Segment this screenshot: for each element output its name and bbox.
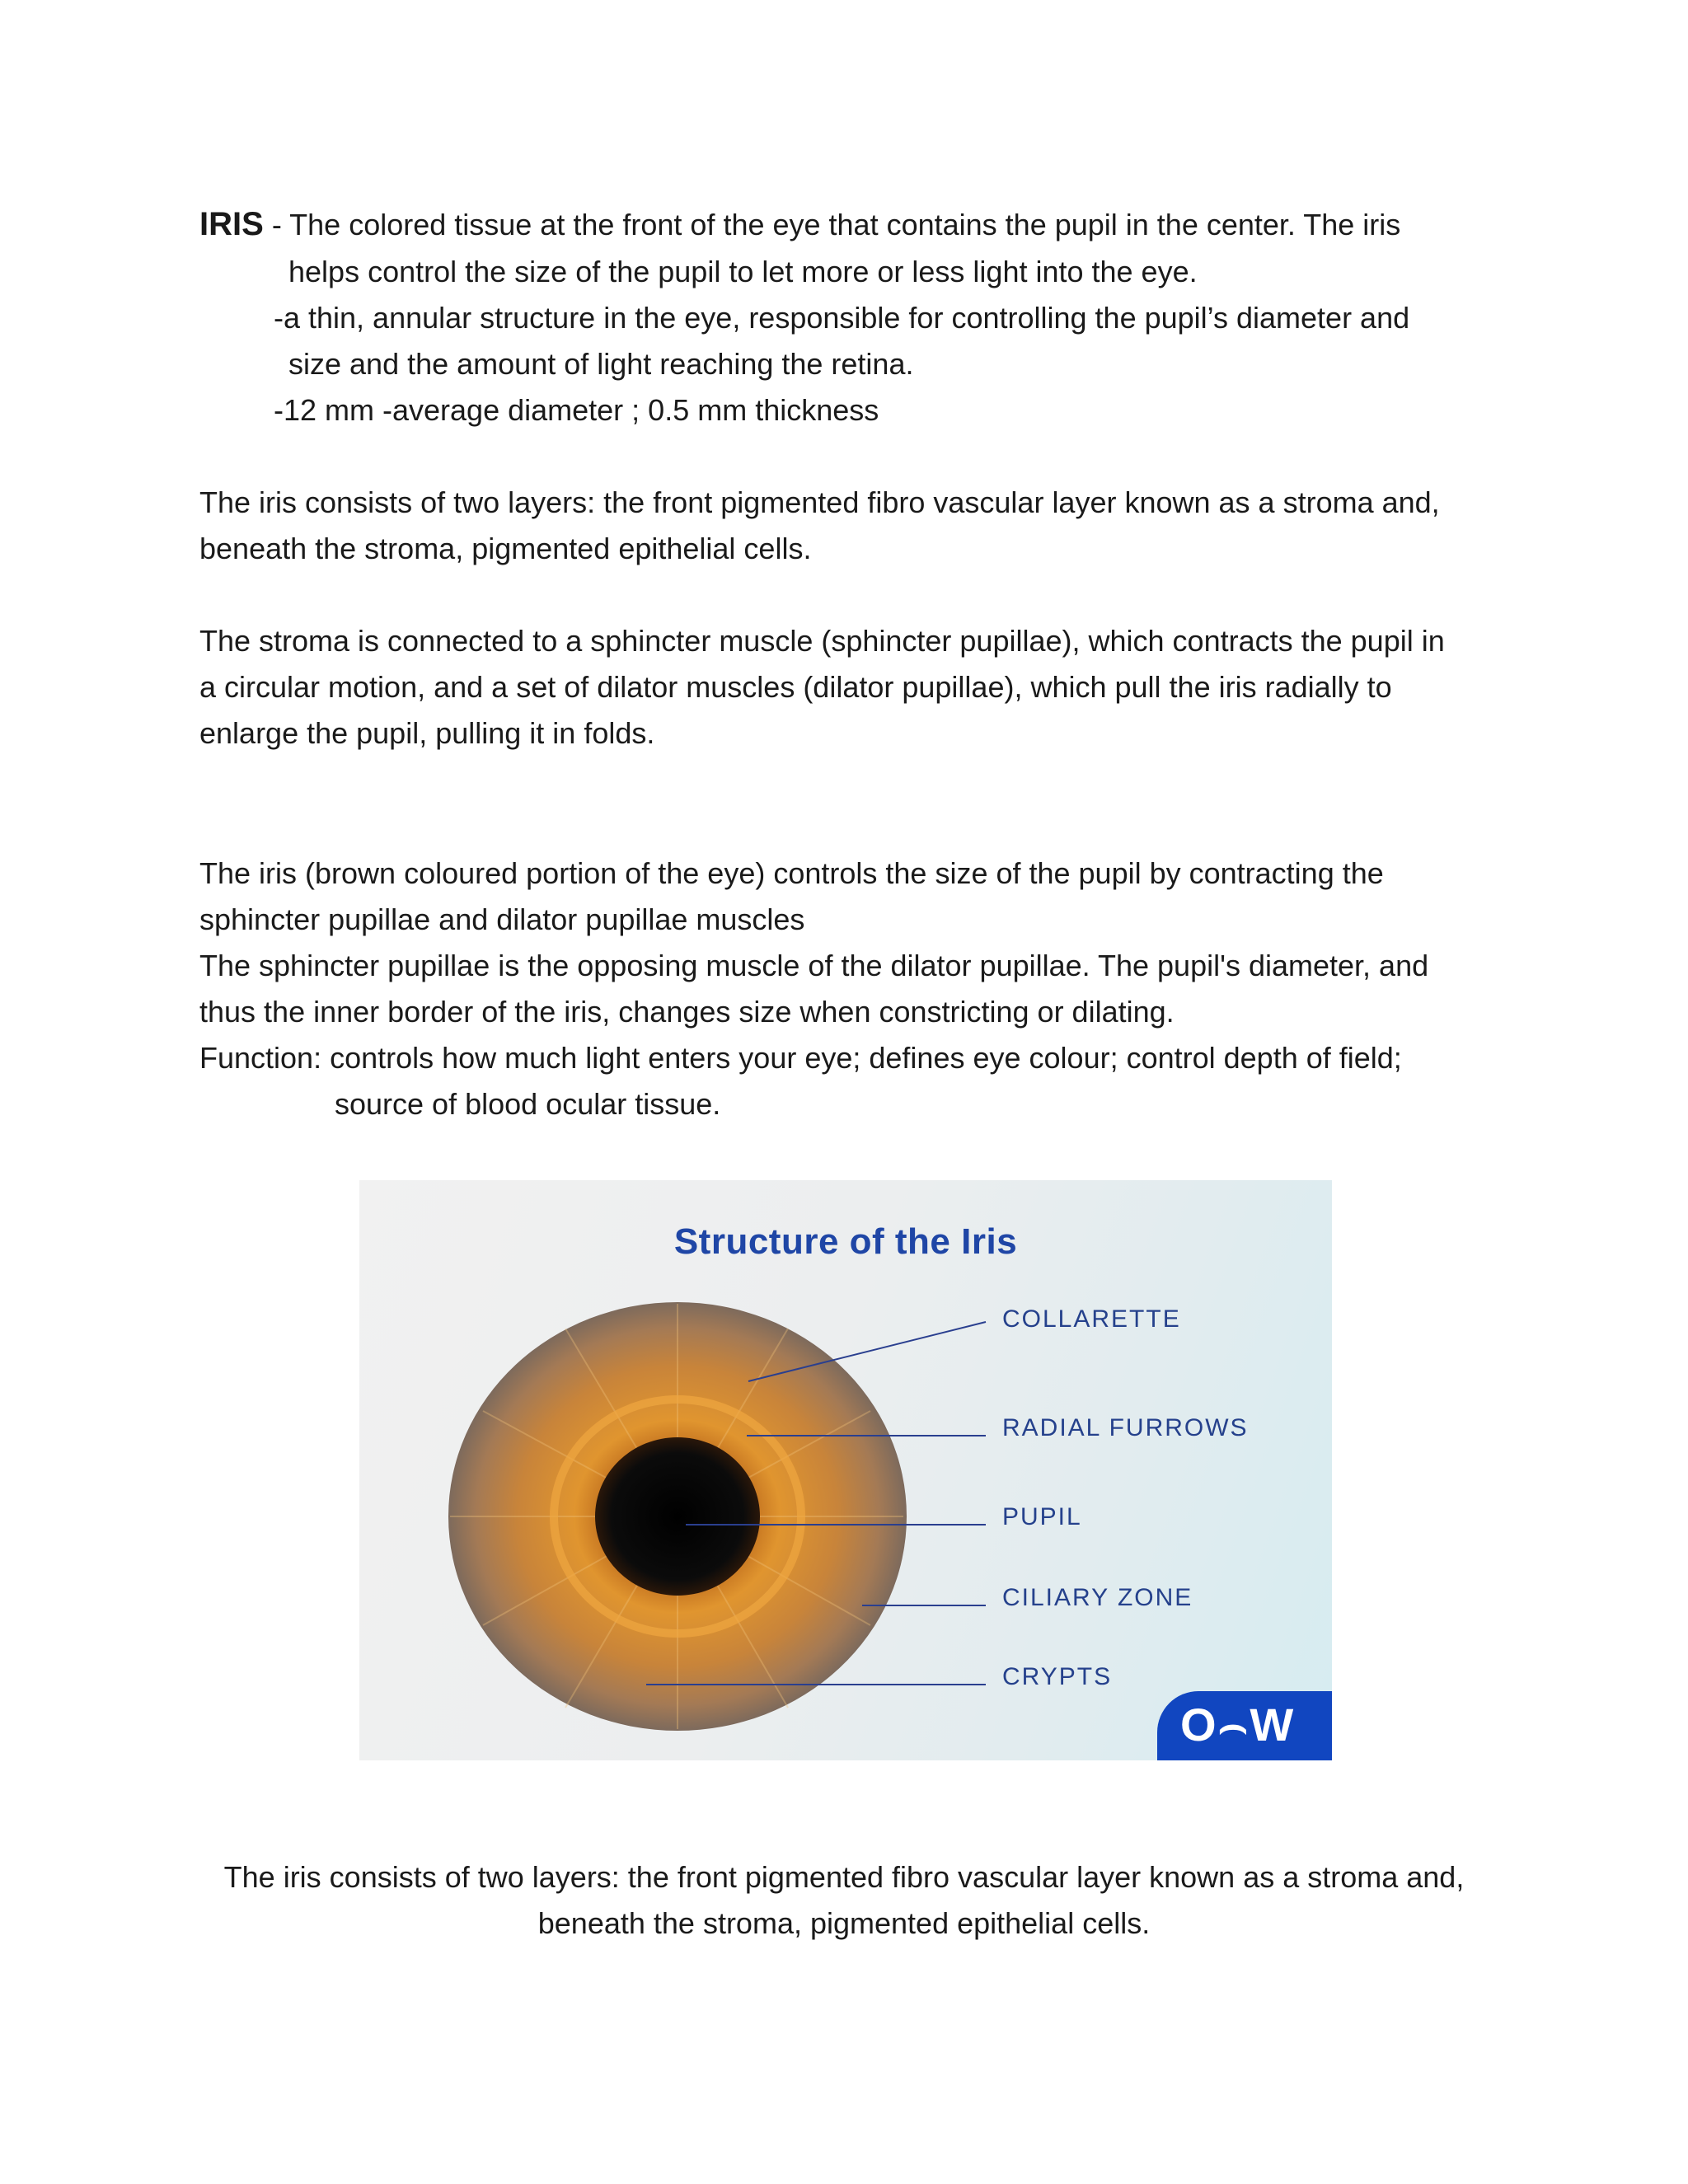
brand-logo [1157,1691,1332,1760]
iris-illustration [359,1180,1332,1760]
control-line-6: source of blood ocular tissue. [335,1087,721,1121]
layers-line-2: beneath the stroma, pigmented epithelial cells. [199,532,812,565]
label-pupil: PUPIL [1002,1503,1082,1530]
pupil-shape [595,1437,760,1596]
figure-title: Structure of the Iris [673,1221,1018,1262]
definition-line-5: -12 mm -average diameter ; 0.5 mm thickness [274,393,879,427]
control-line-3: The sphincter pupillae is the opposing muscle of the dilator pupillae. The pupil's diameter, and [199,949,1429,982]
control-line-2: sphincter pupillae and dilator pupillae muscles [199,902,805,936]
layers-line-1: The iris consists of two layers: the front pigmented fibro vascular layer known as a stroma and, [199,485,1440,519]
definition-term: IRIS [199,206,264,242]
definition-text-1: - The colored tissue at the front of the eye that contains the pupil in the center. The iris [271,208,1401,241]
label-radial-furrows: RADIAL FURROWS [1002,1414,1249,1441]
caption-line-2: beneath the stroma, pigmented epithelial cells. [537,1906,1151,1940]
control-line-4: thus the inner border of the iris, changes size when constricting or dilating. [199,995,1175,1029]
definition-line-4: size and the amount of light reaching the retina. [288,347,914,381]
label-crypts: CRYPTS [1002,1663,1113,1690]
control-line-1: The iris (brown coloured portion of the eye) controls the size of the pupil by contracting the [199,856,1384,890]
brand-logo-text: O⌢W [1180,1699,1296,1750]
caption-line-1: The iris consists of two layers: the front pigmented fibro vascular layer known as a stroma and, [223,1860,1465,1894]
iris-structure-figure [359,1180,1332,1760]
definition-line-3: -a thin, annular structure in the eye, responsible for controlling the pupil’s diameter and [274,301,1410,335]
control-line-5: Function: controls how much light enters your eye; defines eye colour; control depth of field; [199,1041,1402,1075]
definition-line-2: helps control the size of the pupil to let more or less light into the eye. [288,255,1198,288]
definition-line-1 [199,201,1400,248]
label-ciliary-zone: CILIARY ZONE [1002,1584,1193,1611]
label-collarette: COLLARETTE [1002,1305,1181,1333]
stroma-line-1: The stroma is connected to a sphincter muscle (sphincter pupillae), which contracts the pupil in [199,624,1445,658]
stroma-line-3: enlarge the pupil, pulling it in folds. [199,716,655,750]
stroma-line-2: a circular motion, and a set of dilator muscles (dilator pupillae), which pull the iris radially to [199,670,1392,704]
